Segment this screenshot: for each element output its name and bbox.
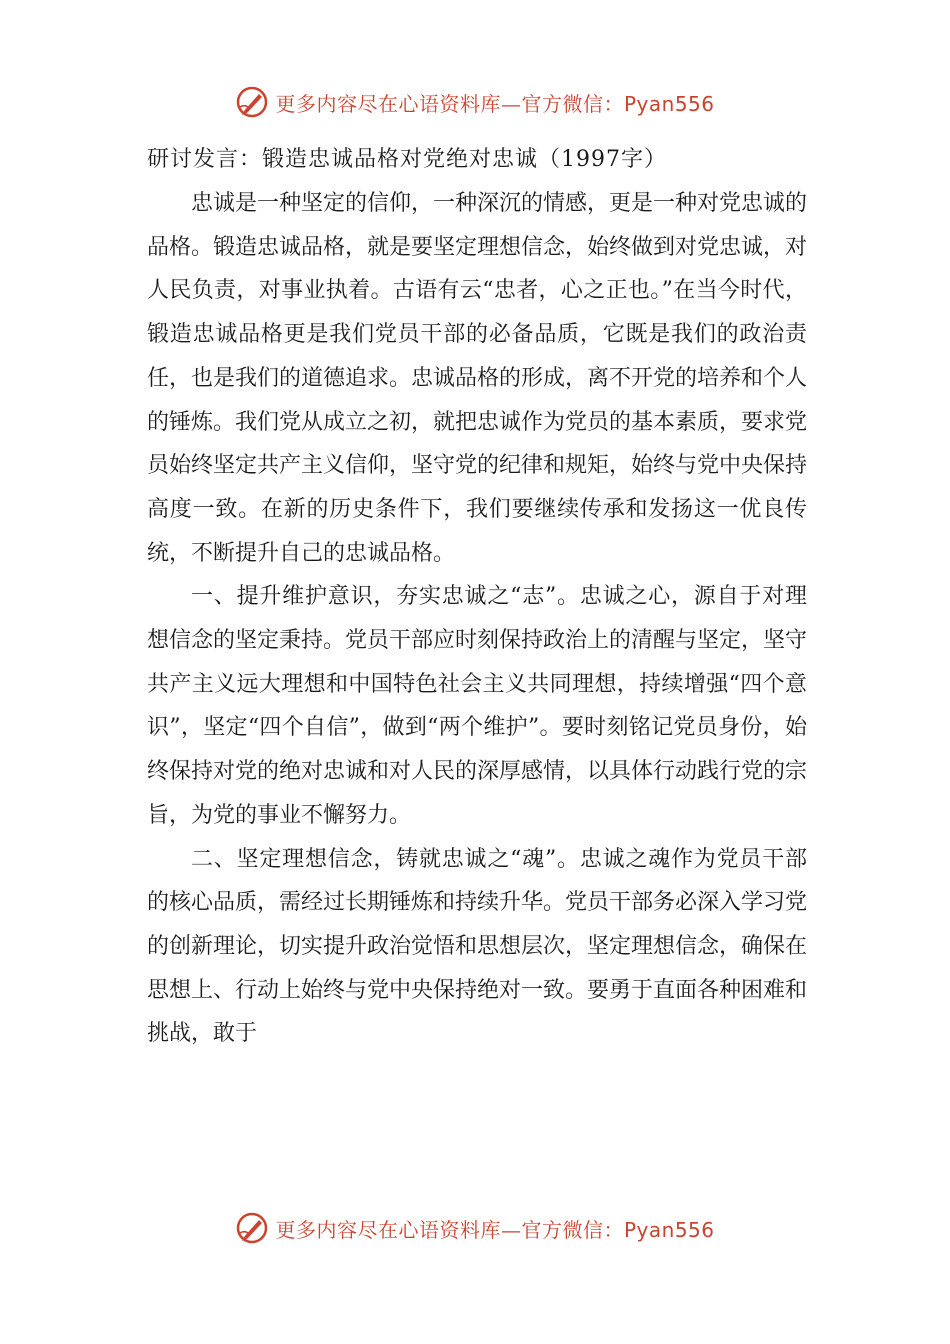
footer-watermark-banner	[0, 1208, 950, 1248]
paragraph-section-1: 一、提升维护意识，夯实忠诚之“志”。忠诚之心，源自于对理想信念的坚定秉持。党员干部应时刻保持政治上的清醒与坚定，坚守共产主义远大理想和中国特色社会主义共同理想，持续增强“四个意识”，坚定“四个自信”，做到“两个维护”。要时刻铭记党员身份，始终保持对党的绝对忠诚和对人民的深厚感情，以具体行动践行党的宗旨，为党的事业不懈努力。	[147, 584, 808, 828]
document-title: 研讨发言：锻造忠诚品格对党绝对忠诚（1997字）	[147, 147, 667, 172]
pen-logo-icon	[235, 1211, 269, 1245]
header-watermark-banner	[0, 82, 950, 122]
banner-text: 更多内容尽在心语资料库—官方微信：Pyan556	[275, 1217, 715, 1242]
document-body	[147, 182, 807, 1056]
paragraph-section-2: 二、坚定理想信念，铸就忠诚之“魂”。忠诚之魂作为党员干部的核心品质，需经过长期锤炼和持续升华。党员干部务必深入学习党的创新理论，切实提升政治觉悟和思想层次，坚定理想信念，确保在思想上、行动上始终与党中央保持绝对一致。要勇于直面各种困难和挑战，敢于	[147, 846, 808, 1047]
banner-text: 更多内容尽在心语资料库—官方微信：Pyan556	[275, 91, 715, 116]
paragraph-intro: 忠诚是一种坚定的信仰，一种深沉的情感，更是一种对党忠诚的品格。锻造忠诚品格，就是要坚定理想信念，始终做到对党忠诚，对人民负责，对事业执着。古语有云“忠者，心之正也。”在当今时代，锻造忠诚品格更是我们党员干部的必备品质，它既是我们的政治责任，也是我们的道德追求。忠诚品格的形成，离不开党的培养和个人的锤炼。我们党从成立之初，就把忠诚作为党员的基本素质，要求党员始终坚定共产主义信仰，坚守党的纪律和规矩，始终与党中央保持高度一致。在新的历史条件下，我们要继续传承和发扬这一优良传统，不断提升自己的忠诚品格。	[147, 191, 808, 566]
pen-logo-icon	[235, 85, 269, 119]
